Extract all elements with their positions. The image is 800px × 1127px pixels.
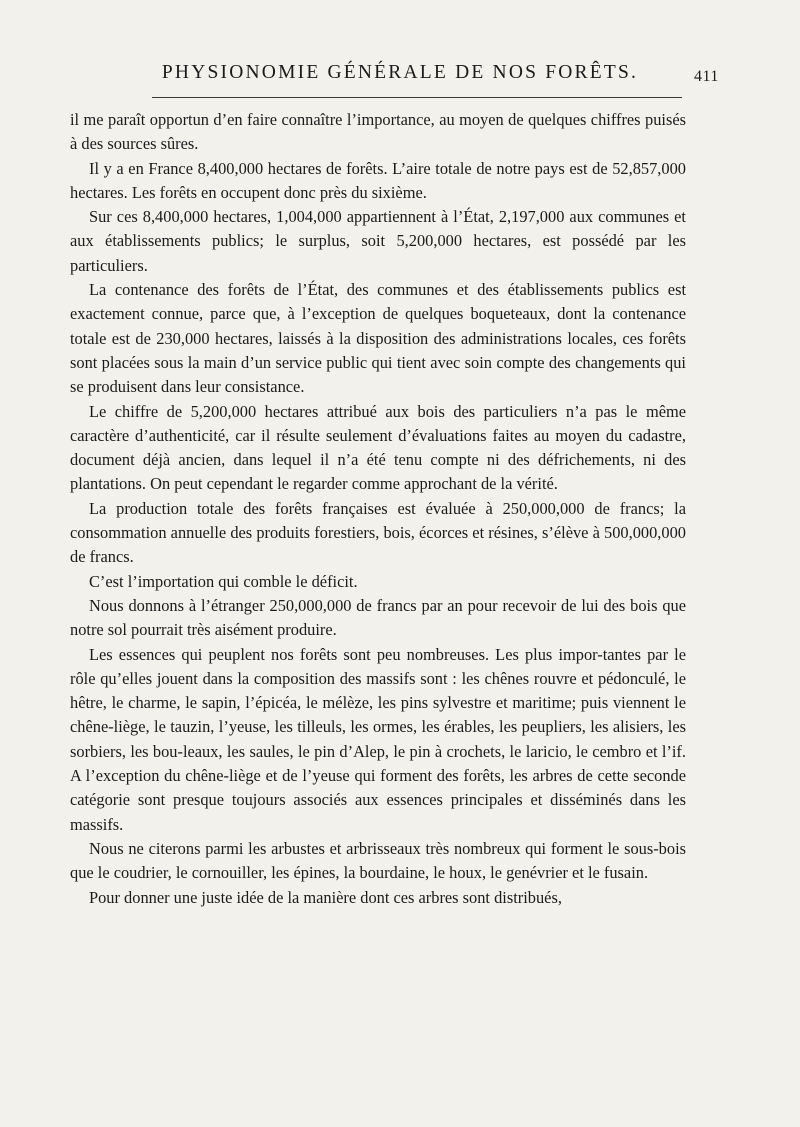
running-head — [0, 58, 800, 88]
paragraph-3: Sur ces 8,400,000 hectares, 1,004,000 appartiennent à l’État, 2,197,000 aux communes et aux établissements publics; le surplus, soit 5,200,000 hectares, est possédé par les particuliers. — [70, 207, 686, 275]
paragraph-7: C’est l’importation qui comble le déficit. — [89, 571, 358, 591]
body-text — [70, 108, 686, 910]
running-title: PHYSIONOMIE GÉNÉRALE DE NOS FORÊTS. — [161, 62, 639, 83]
header-rule — [152, 97, 682, 98]
paragraph-11: Pour donner une juste idée de la manière dont ces arbres sont distribués, — [89, 887, 562, 907]
paragraph-8: Nous donnons à l’étranger 250,000,000 de francs par an pour recevoir de lui des bois que notre sol pourrait très aisément produire. — [70, 595, 686, 640]
paragraph-9: Les essences qui peuplent nos forêts sont peu nombreuses. Les plus impor-tantes par le rôle qu’elles jouent dans la composition des massifs sont : les chênes rouvre et pédonculé, le hêtre, le charme, le sapin, l’épicéa, le mélèze, les pins sylvestre et maritime; puis viennent le chêne-liège, le tauzin, l’yeuse, les tilleuls, les ormes, les érables, les peupliers, les alisiers, les sorbiers, les bou-leaux, les saules, le pin d’Alep, le pin à crochets, le laricio, le cembro et l’if. A l’exception du chêne-liège et de l’yeuse qui forment des forêts, les arbres de cette seconde catégorie sont presque toujours associés aux essences principales et disséminés dans les massifs. — [70, 644, 686, 834]
paragraph-4: La contenance des forêts de l’État, des communes et des établissements publics est exactement connue, parce que, à l’exception de quelques boqueteaux, dont la contenance totale est de 230,000 hectares, laissés à la disposition des administrations locales, ces forêts sont placées sous la main d’un service public qui tient avec soin compte des changements qui se produisent dans leur consistance. — [70, 280, 686, 397]
paragraph-5: Le chiffre de 5,200,000 hectares attribué aux bois des particuliers n’a pas le même caractère d’authenticité, car il résulte seulement d’évaluations faites au moyen du cadastre, document déjà ancien, dans lequel il n’a été tenu compte ni des défrichements, ni des plantations. On peut cependant le regarder comme approchant de la vérité. — [70, 401, 686, 494]
paragraph-2: Il y a en France 8,400,000 hectares de forêts. L’aire totale de notre pays est de 52,857,000 hectares. Les forêts en occupent donc près du sixième. — [70, 158, 686, 202]
page-number: 411 — [694, 68, 719, 85]
paragraph-6: La production totale des forêts françaises est évaluée à 250,000,000 de francs; la consommation annuelle des produits forestiers, bois, écorces et résines, s’élève à 500,000,000 de francs. — [70, 498, 686, 567]
paragraph-1: il me paraît opportun d’en faire connaître l’importance, au moyen de quelques chiffres puisés à des sources sûres. — [70, 110, 686, 154]
paragraph-10: Nous ne citerons parmi les arbustes et arbrisseaux très nombreux qui forment le sous-bois que le coudrier, le cornouiller, les épines, la bourdaine, le houx, le genévrier et le fusain. — [70, 838, 686, 883]
